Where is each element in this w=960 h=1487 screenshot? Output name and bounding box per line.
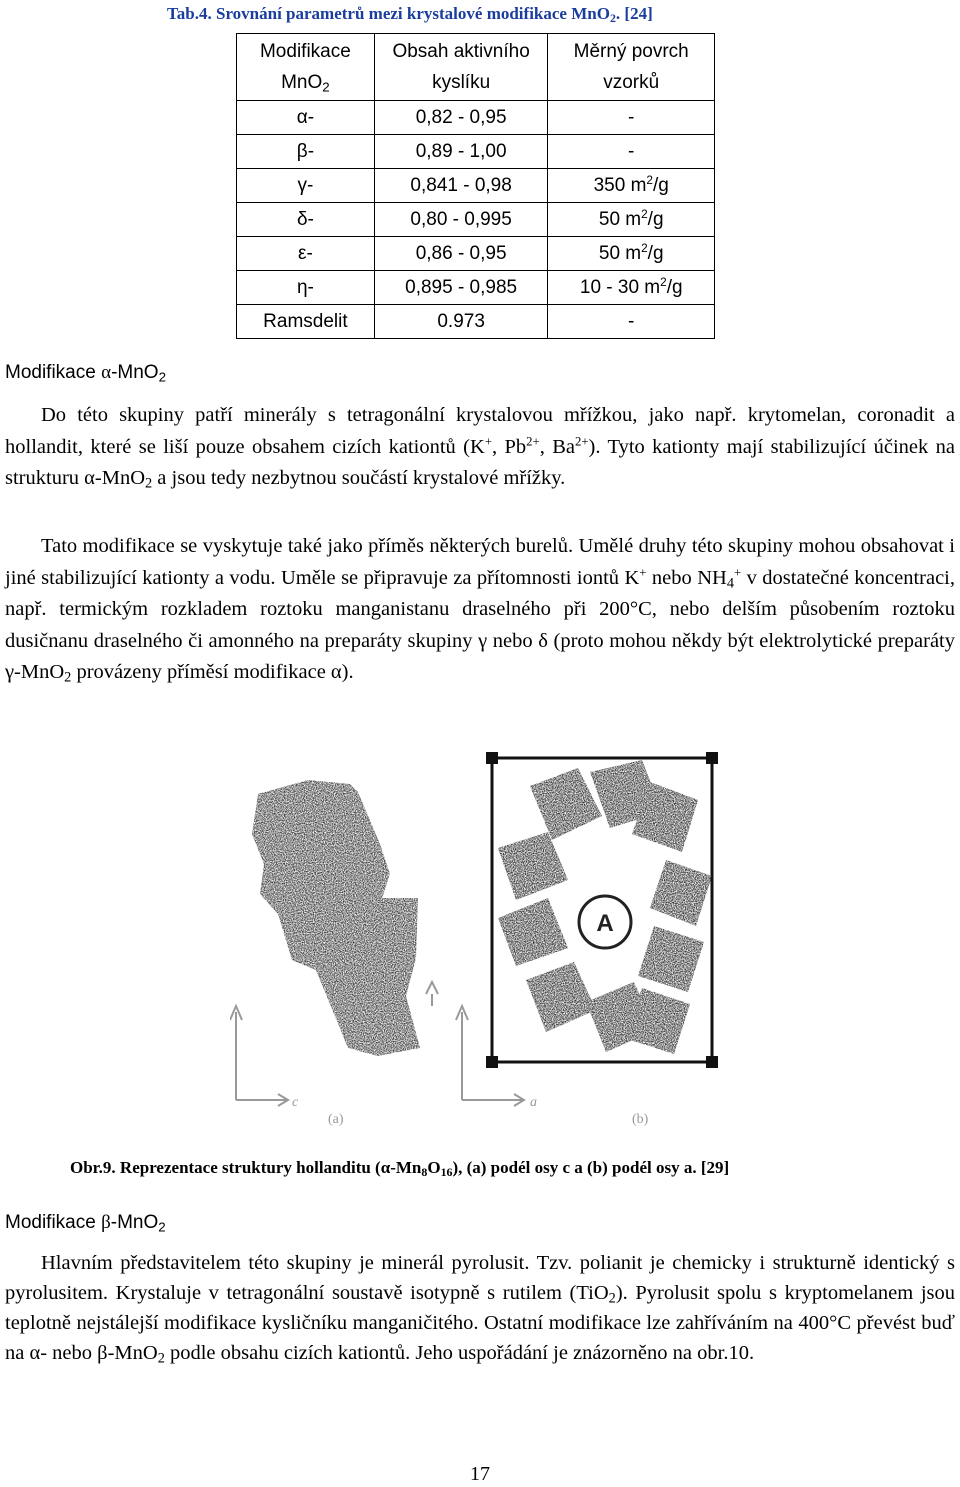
cell-surface: 350 $m^2/g$ (548, 169, 715, 203)
page-number: 17 (470, 1463, 490, 1485)
table-caption-text: Tab.4. Srovnání parametrů mezi krystalové modifikace MnO (167, 4, 610, 23)
cell-surface: 50 $m^2/g$ (548, 237, 715, 271)
arrow-marker-a2 (426, 982, 438, 1006)
axis-arrow-a (230, 1006, 288, 1106)
cell-surface: 10 - 30 $m^2/g$ (548, 271, 715, 305)
table-row (237, 203, 715, 237)
header-active-oxygen: Obsah aktivního kyslíku (374, 34, 548, 101)
section-heading-alpha: Modifikace α-MnO$_2$ (5, 362, 166, 385)
octahedra-chain-a (252, 780, 420, 1056)
cell-oxygen: 0,895 - 0,985 (374, 271, 548, 305)
figure-panel-b (456, 752, 718, 1127)
table-row (237, 305, 715, 339)
cell-modification: β- (237, 135, 375, 169)
cell-surface: - (548, 135, 715, 169)
cell-modification: Ramsdelit (237, 305, 375, 339)
cell-surface: 50 $m^2/g$ (548, 203, 715, 237)
cell-modification: γ- (237, 169, 375, 203)
figure-panel-label-a: (a) (328, 1112, 344, 1127)
cell-surface: - (548, 101, 715, 135)
cell-modification: α- (237, 101, 375, 135)
table-row (237, 237, 715, 271)
octahedra-squares-b (498, 760, 712, 1054)
header-modification: Modifikace MnO$_2$ (237, 34, 375, 101)
axis-label-a: c (292, 1095, 299, 1110)
cell-oxygen: 0,82 - 0,95 (374, 101, 548, 135)
figure-panel-a (230, 780, 438, 1127)
table-caption-sub: 2 (609, 10, 616, 25)
figure-caption: Obr.9. Reprezentace struktury hollanditu $(\alpha-Mn_8O_{16})$, (a) podél osy c a (b) podél osy a. [29] (70, 1158, 730, 1179)
paragraph-beta-1: Hlavním představitelem této skupiny je minerál pyrolusit. Tzv. polianit je chemicky i strukturně identický s pyrolusitem. Krystaluje v tetragonální soustavě isotypně s rutilem (TiO$_2$). Pyrolusit spolu s kryptomelanem jsou teplotně nejstálejší modifikace kysličníku manganičitého. Ostatní modifikace lze zahříváním na 400°C převést buď na α- nebo β-MnO$_2$ podle obsahu cizích kationtů. Jeho uspořádání je znázorněno na obr.10. (5, 1252, 955, 1367)
table-header-row (237, 34, 715, 101)
table-row (237, 169, 715, 203)
cell-oxygen: 0.973 (374, 305, 548, 339)
table-caption (167, 4, 653, 24)
paragraph-alpha-2: Tato modifikace se vyskytuje také jako příměs některých burelů. Umělé druhy této skupiny mohou obsahovat i jiné stabilizující kationty a vodu. Uměle se připravuje za přítomnosti iontů K+ nebo $NH_4^+$ v dostatečné koncentraci, např. termickým rozkladem roztoku manganistanu draselného při 200°C, nebo delším působením roztoku dusičnanu draselného či amonného na preparáty skupiny γ nebo δ (proto mohou někdy být elektrolytické preparáty γ-MnO$_2$ provázeny příměsí modifikace α). (5, 535, 955, 686)
cell-oxygen: 0,89 - 1,00 (374, 135, 548, 169)
section-heading-beta: Modifikace β-MnO$_2$ (5, 1212, 166, 1235)
table-row (237, 135, 715, 169)
hollandite-structure-svg (230, 748, 730, 1143)
cell-modification: η- (237, 271, 375, 305)
table-caption-ref: . [24] (615, 4, 653, 23)
tunnel-cation-label: A (596, 910, 614, 937)
paragraph-alpha-1: Do této skupiny patří minerály s tetragonální krystalovou mřížkou, jako např. krytomelan, coronadit a hollandit, které se liší pouze obsahem cizích kationtů (K+, $Pb^{2+}$, $Ba^{2+}$). Tyto kationty mají stabilizující účinek na strukturu α-MnO$_2$ a jsou tedy nezbytnou součástí krystalové mřížky. (5, 404, 955, 492)
axis-label-b: a (530, 1095, 537, 1110)
cell-surface: - (548, 305, 715, 339)
cell-modification: δ- (237, 203, 375, 237)
figure-panel-label-b: (b) (632, 1112, 649, 1127)
hollandite-structure-figure (230, 748, 730, 1143)
cell-oxygen: 0,80 - 0,995 (374, 203, 548, 237)
table-row (237, 271, 715, 305)
mno2-comparison-table (236, 33, 715, 339)
cell-modification: ε- (237, 237, 375, 271)
cell-oxygen: 0,841 - 0,98 (374, 169, 548, 203)
cell-oxygen: 0,86 - 0,95 (374, 237, 548, 271)
table-row (237, 101, 715, 135)
header-specific-surface: Měrný povrch vzorků (548, 34, 715, 101)
